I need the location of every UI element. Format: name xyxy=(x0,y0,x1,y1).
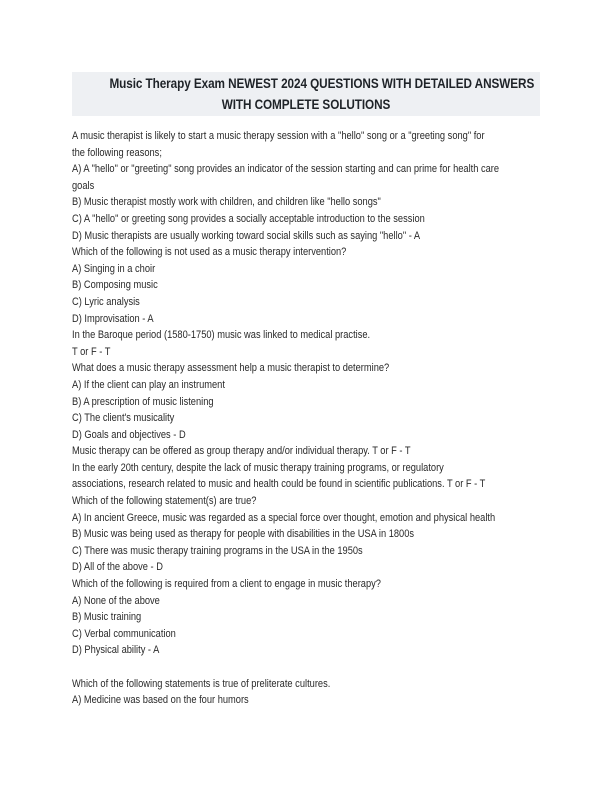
text-line: In the Baroque period (1580-1750) music was linked to medical practise. xyxy=(72,329,371,342)
text-line: D) Goals and objectives - D xyxy=(72,428,186,441)
text-line: D) Music therapists are usually working toward social skills such as saying "hello" - A xyxy=(72,229,421,242)
text-line: T or F - T xyxy=(72,345,111,358)
text-line: A music therapist is likely to start a music therapy session with a "hello" song or a "greeting song" for xyxy=(72,130,485,142)
text-line: Which of the following is required from a client to engage in music therapy? xyxy=(72,578,381,591)
document-body xyxy=(72,128,548,709)
text-line: the following reasons; xyxy=(72,146,162,159)
text-line: D) Improvisation - A xyxy=(72,312,154,325)
text-line: A) Medicine was based on the four humors xyxy=(72,694,249,707)
text-line: Music therapy can be offered as group therapy and/or individual therapy. T or F - T xyxy=(72,445,411,458)
text-line: goals xyxy=(72,179,95,192)
text-line: A) A "hello" or "greeting" song provides an indicator of the session starting and can prime for health care xyxy=(72,163,500,176)
text-line: A) Singing in a choir xyxy=(72,262,156,275)
text-line: Which of the following statements is true of preliterate cultures. xyxy=(72,677,331,690)
text-line: associations, research related to music and health could be found in scientific publications. T or F - T xyxy=(72,478,486,491)
text-line: C) There was music therapy training programs in the USA in the 1950s xyxy=(72,544,363,557)
document-title-line-1: Music Therapy Exam NEWEST 2024 QUESTIONS WITH DETAILED ANSWERS xyxy=(109,75,535,91)
document-title-line-2: WITH COMPLETE SOLUTIONS xyxy=(221,96,391,112)
text-line: B) Music therapist mostly work with children, and children like "hello songs" xyxy=(72,196,381,209)
text-line: B) Music training xyxy=(72,611,142,624)
text-line: B) Composing music xyxy=(72,279,158,292)
text-line: A) None of the above xyxy=(72,594,160,607)
text-line: In the early 20th century, despite the lack of music therapy training programs, or regulatory xyxy=(72,461,444,474)
text-line: D) All of the above - D xyxy=(72,561,163,574)
blank-line xyxy=(72,659,548,676)
text-line: B) A prescription of music listening xyxy=(72,395,214,408)
text-line: Which of the following is not used as a music therapy intervention? xyxy=(72,246,347,259)
text-line: A) If the client can play an instrument xyxy=(72,378,225,391)
text-line: A) In ancient Greece, music was regarded as a special force over thought, emotion and physical health xyxy=(72,511,496,524)
text-line: D) Physical ability - A xyxy=(72,644,160,657)
text-line: C) A "hello" or greeting song provides a socially acceptable introduction to the session xyxy=(72,212,425,225)
text-line: Which of the following statement(s) are true? xyxy=(72,495,257,508)
text-line: C) Lyric analysis xyxy=(72,295,140,308)
text-line: C) The client's musicality xyxy=(72,412,175,425)
text-line: What does a music therapy assessment help a music therapist to determine? xyxy=(72,362,390,375)
text-line: C) Verbal communication xyxy=(72,627,176,640)
title-banner xyxy=(72,72,540,116)
text-line: B) Music was being used as therapy for people with disabilities in the USA in 1800s xyxy=(72,528,415,541)
